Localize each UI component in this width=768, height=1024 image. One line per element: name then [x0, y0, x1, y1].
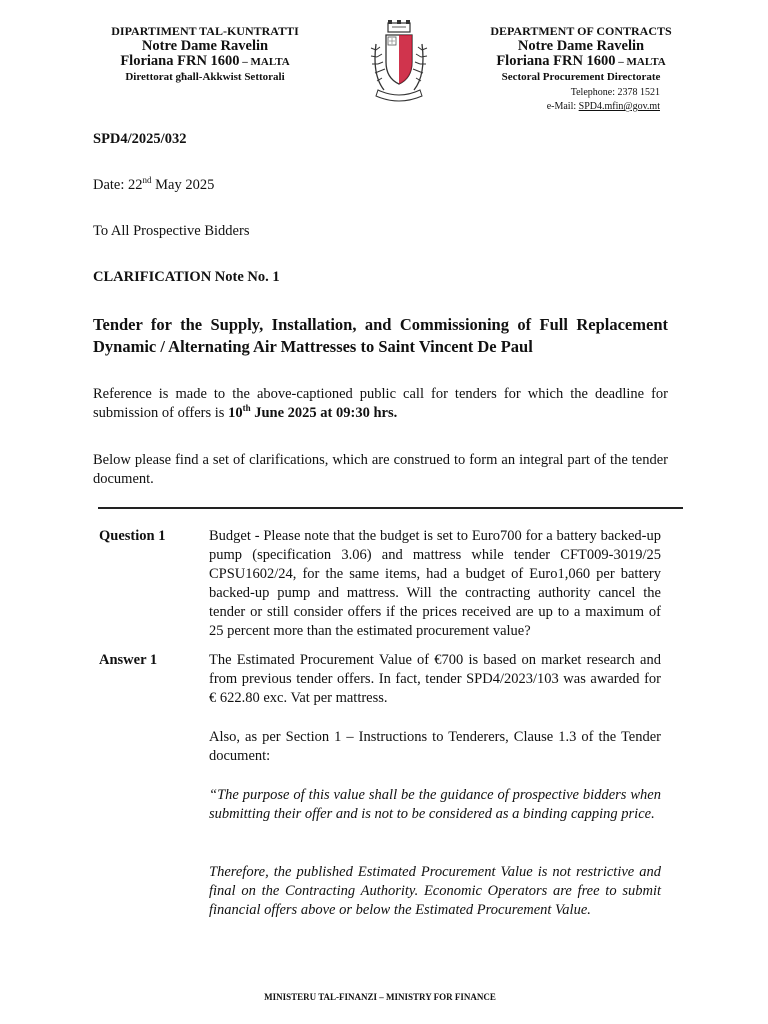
question-label: Question 1 [99, 528, 166, 544]
deadline-rest: June 2025 at 09:30 hrs. [250, 405, 398, 421]
deadline-superscript: th [242, 403, 251, 414]
answer-paragraph-2: Also, as per Section 1 – Instructions to Tenderers, Clause 1.3 of the Tender document: [209, 729, 661, 764]
email-line [470, 100, 660, 114]
intro-paragraph [93, 385, 668, 423]
page-footer: MINISTERU TAL-FINANZI – MINISTRY FOR FINANCE [264, 992, 496, 1002]
document-reference: SPD4/2025/032 [93, 131, 187, 147]
date-suffix: May 2025 [151, 177, 215, 193]
document-date [93, 177, 214, 194]
header-left-city: Floriana FRN 1600 [120, 53, 240, 69]
header-left [95, 24, 315, 85]
header-left-line2: Notre Dame Ravelin [141, 38, 269, 54]
addressee: To All Prospective Bidders [93, 223, 250, 239]
header-contact [470, 86, 660, 114]
header-right-line3 [470, 54, 692, 70]
header-left-country: – MALTA [239, 56, 290, 68]
date-superscript: nd [142, 175, 152, 186]
header-right-city: Floriana FRN 1600 [496, 53, 616, 69]
header-left-line4: Direttorat għall-Akkwist Settorali [125, 71, 285, 83]
email-link[interactable]: SPD4.mfin@gov.mt [578, 101, 660, 112]
intro-text: Reference is made to the above-captioned public call for tenders for which the deadline for submission of offers is [93, 386, 668, 421]
answer-paragraph-1: The Estimated Procurement Value of €700 is based on market research and from previous tender offers. In fact, tender SPD4/2023/103 was awarded for € 622.80 exc. Vat per mattress. [209, 652, 661, 706]
section-divider [98, 507, 683, 509]
date-prefix: Date: 22 [93, 177, 143, 193]
header-right-country: – MALTA [615, 56, 666, 68]
telephone-text: Telephone: 2378 1521 [570, 87, 660, 98]
clarification-note-title: CLARIFICATION Note No. 1 [93, 269, 280, 285]
header-right-line1: DEPARTMENT OF CONTRACTS [490, 24, 672, 38]
header-left-line3 [95, 54, 315, 70]
tender-title: Tender for the Supply, Installation, and Commissioning of Full Replacement Dynamic / Alternating Air Mattresses to Saint Vincent De Paul [93, 315, 668, 356]
deadline-day: 10 [228, 405, 243, 421]
header-right [470, 24, 692, 85]
clarifications-paragraph: Below please find a set of clarifications, which are construed to form an integral part of the tender document. [93, 452, 668, 487]
answer-quote-paragraph-2: Therefore, the published Estimated Procurement Value is not restrictive and final on the Contracting Authority. Economic Operators are free to submit financial offers above or below the Estimated Procurement Value. [209, 864, 661, 918]
answer-label: Answer 1 [99, 652, 158, 668]
question-text: Budget - Please note that the budget is set to Euro700 for a battery backed-up pump (specification 3.06) and mattress while tender CFT009-3019/25 CPSU1602/24, for the same items, had a budget of Euro1,060 per battery backed-up pump and mattress. Will the contracting authority cancel the tender or still consider offers if the prices received are up to a maximum of 25 percent more than the estimated procurement value? [209, 528, 661, 639]
header-left-line1: DIPARTIMENT TAL-KUNTRATTI [111, 24, 299, 38]
answer-quote-paragraph-1: “The purpose of this value shall be the guidance of prospective bidders when submitting their offer and is not to be considered as a binding capping price. [209, 787, 661, 822]
email-label: e-Mail: [546, 101, 579, 112]
malta-coat-of-arms-icon [366, 20, 432, 104]
header-right-line4: Sectoral Procurement Directorate [501, 71, 661, 83]
header-right-line2: Notre Dame Ravelin [517, 38, 645, 54]
